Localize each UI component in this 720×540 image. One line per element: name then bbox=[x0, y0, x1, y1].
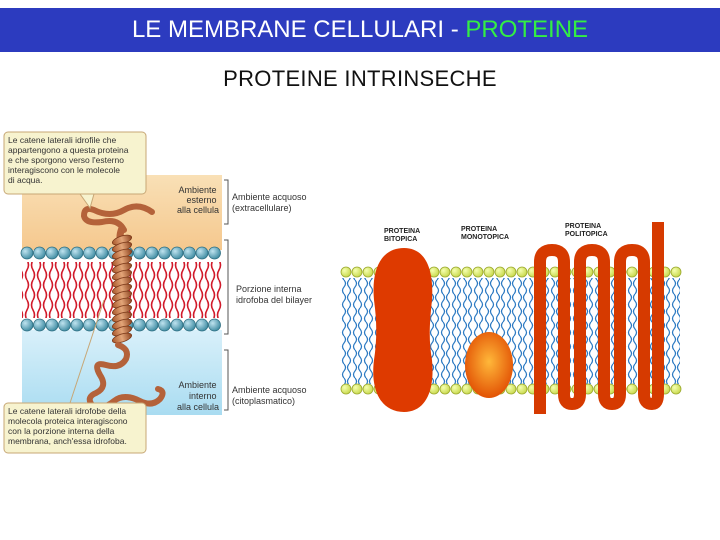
phospholipid-head bbox=[59, 319, 71, 331]
phospholipid-head bbox=[440, 267, 450, 277]
phospholipid-head bbox=[341, 384, 351, 394]
top-callout-line: appartengono a questa proteina bbox=[8, 145, 129, 155]
bitopic-label-line: BITOPICA bbox=[384, 236, 418, 243]
phospholipid-head bbox=[159, 247, 171, 259]
phospholipid-head bbox=[134, 319, 146, 331]
bitopic-protein bbox=[373, 248, 432, 412]
phospholipid-head bbox=[451, 384, 461, 394]
phospholipid-head bbox=[171, 319, 183, 331]
phospholipid-head bbox=[59, 247, 71, 259]
monotopic-protein bbox=[465, 332, 513, 398]
phospholipid-head bbox=[517, 267, 527, 277]
internal-env-line: interno bbox=[188, 391, 217, 401]
phospholipid-head bbox=[473, 267, 483, 277]
phospholipid-head bbox=[134, 247, 146, 259]
phospholipid-head bbox=[159, 319, 171, 331]
phospholipid-head bbox=[46, 247, 58, 259]
external-env-line: esterno bbox=[186, 195, 217, 205]
internal-env-line: Ambiente bbox=[178, 380, 217, 390]
phospholipid-head bbox=[146, 319, 158, 331]
phospholipid-head bbox=[146, 247, 158, 259]
phospholipid-head bbox=[171, 247, 183, 259]
phospholipid-head bbox=[451, 267, 461, 277]
phospholipid-head bbox=[363, 267, 373, 277]
phospholipid-head bbox=[96, 319, 108, 331]
aqueous-cytoplasmic-line: Ambiente acquoso bbox=[232, 385, 307, 395]
left-membrane-illustration bbox=[4, 132, 312, 453]
right-membrane-illustration bbox=[340, 222, 681, 414]
phospholipid-head bbox=[627, 267, 637, 277]
phospholipid-head bbox=[196, 319, 208, 331]
phospholipid-head bbox=[484, 267, 494, 277]
phospholipid-head bbox=[627, 384, 637, 394]
top-callout-line: e che sporgono verso l'esterno bbox=[8, 155, 124, 165]
phospholipid-head bbox=[671, 384, 681, 394]
phospholipid-head bbox=[34, 319, 46, 331]
phospholipid-head bbox=[71, 247, 83, 259]
monotopic-label-line: MONOTOPICA bbox=[461, 234, 510, 241]
bracket-bilayer bbox=[224, 240, 228, 334]
bracket-extracellular bbox=[224, 180, 228, 224]
phospholipid-head bbox=[363, 384, 373, 394]
phospholipid-head bbox=[96, 247, 108, 259]
top-callout-line: interagiscono con le molecole bbox=[8, 165, 120, 175]
monotopic-label-line: PROTEINA bbox=[461, 226, 497, 233]
external-env-line: Ambiente bbox=[178, 185, 217, 195]
external-env-line: alla cellula bbox=[176, 205, 219, 215]
subtitle: PROTEINE INTRINSECHE bbox=[223, 66, 497, 91]
hydrophobic-core-line: Porzione interna bbox=[236, 284, 302, 294]
phospholipid-head bbox=[46, 319, 58, 331]
bottom-callout-line: con la porzione interna della bbox=[8, 426, 115, 436]
phospholipid-head bbox=[495, 267, 505, 277]
phospholipid-head bbox=[671, 267, 681, 277]
bottom-callout-text bbox=[8, 406, 130, 446]
hydrophobic-core-label bbox=[236, 284, 312, 305]
top-callout-line: Le catene laterali idrofile che bbox=[8, 135, 117, 145]
aqueous-extracellular-line: Ambiente acquoso bbox=[232, 192, 307, 202]
phospholipid-head bbox=[21, 247, 33, 259]
bottom-callout-line: Le catene laterali idrofobe della bbox=[8, 406, 127, 416]
phospholipid-head bbox=[21, 319, 33, 331]
phospholipid-head bbox=[352, 384, 362, 394]
title-main: LE MEMBRANE CELLULARI - bbox=[131, 16, 466, 43]
monotopic-label bbox=[461, 226, 509, 241]
phospholipid-head bbox=[84, 247, 96, 259]
bitopic-label bbox=[384, 228, 422, 243]
phospholipid-head bbox=[352, 267, 362, 277]
top-callout-line: di acqua. bbox=[8, 175, 43, 185]
phospholipid-head bbox=[34, 247, 46, 259]
internal-env-line: alla cellula bbox=[176, 402, 219, 412]
bitopic-label-line: PROTEINA bbox=[384, 228, 420, 235]
aqueous-extracellular-label bbox=[232, 192, 309, 213]
polytopic-label-line: POLITOPICA bbox=[565, 231, 608, 238]
polytopic-label-line: PROTEINA bbox=[565, 223, 601, 230]
polytopic-label bbox=[565, 223, 608, 238]
phospholipid-head bbox=[209, 247, 221, 259]
phospholipid-head bbox=[184, 247, 196, 259]
aqueous-extracellular-line: (extracellulare) bbox=[232, 203, 292, 213]
aqueous-cytoplasmic-label bbox=[232, 385, 309, 406]
phospholipid-head bbox=[209, 319, 221, 331]
aqueous-cytoplasmic-line: (citoplasmatico) bbox=[232, 396, 296, 406]
phospholipid-head bbox=[506, 267, 516, 277]
phospholipid-head bbox=[196, 247, 208, 259]
phospholipid-head bbox=[71, 319, 83, 331]
bracket-cytoplasmic bbox=[224, 350, 228, 410]
hydrophobic-core-line: idrofoba del bilayer bbox=[236, 295, 313, 305]
phospholipid-head bbox=[462, 267, 472, 277]
phospholipid-head bbox=[517, 384, 527, 394]
bottom-callout-line: molecola proteica interagiscono bbox=[8, 416, 128, 426]
phospholipid-head bbox=[341, 267, 351, 277]
phospholipid-head bbox=[440, 384, 450, 394]
phospholipid-head bbox=[84, 319, 96, 331]
phospholipid-head bbox=[184, 319, 196, 331]
title-accent: PROTEINE bbox=[465, 16, 589, 43]
bottom-callout-line: membrana, anch'essa idrofoba. bbox=[8, 436, 127, 446]
